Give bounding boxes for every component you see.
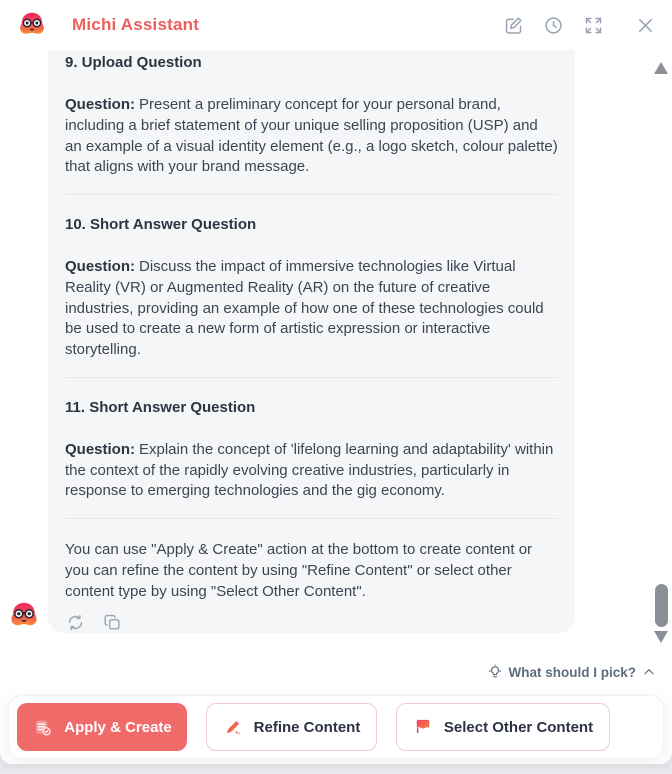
chat-area <box>0 50 672 690</box>
refine-content-label: Refine Content <box>253 718 361 736</box>
refine-content-button[interactable] <box>206 703 377 751</box>
assistant-title: Michi Assistant <box>72 15 200 34</box>
scroll-down-arrow[interactable] <box>654 631 668 643</box>
apply-create-label: Apply & Create <box>64 718 172 736</box>
section-divider <box>65 194 558 195</box>
question-label: Question: <box>65 258 135 276</box>
select-other-content-label: Select Other Content <box>443 718 594 736</box>
question-text: Discuss the impact of immersive technologies like Virtual Reality (VR) or Augmented Reality (AR) on the future of creative industries, providing an example of how one of these technologies could be used to create a new form of artistic expression or interactive storytelling. <box>65 258 544 359</box>
apply-create-icon <box>32 717 53 738</box>
header-bar <box>0 0 672 50</box>
question-text: Explain the concept of 'lifelong learning and adaptability' within the context of the rapidly evolving creative industries, particularly in response to emerging technologies and the gig economy. <box>65 440 554 500</box>
question-section <box>65 54 558 178</box>
select-other-content-button[interactable] <box>396 703 610 751</box>
action-bar <box>8 695 664 759</box>
question-body <box>65 95 558 178</box>
message-footer-text: You can use "Apply & Create" action at the bottom to create content or you can refine the content by using "Refine Content" or select other content type by using "Select Other Content". <box>65 541 533 600</box>
close-icon[interactable] <box>635 15 656 36</box>
question-text: Present a preliminary concept for your personal brand, including a brief statement of your unique selling proposition (USP) and an example of a visual identity element (e.g., a logo sketch, colour palette) that aligns with your brand message. <box>65 96 558 176</box>
flag-icon <box>413 717 433 737</box>
michi-avatar <box>7 601 41 632</box>
michi-logo-icon <box>16 11 48 40</box>
scrollbar-thumb[interactable] <box>655 584 668 627</box>
assistant-message-card <box>48 50 575 633</box>
question-heading: 11. Short Answer Question <box>65 398 256 416</box>
question-section <box>65 216 558 361</box>
question-heading: 9. Upload Question <box>65 54 202 71</box>
hint-toggle[interactable] <box>481 663 663 681</box>
bulb-icon <box>487 664 503 680</box>
history-icon[interactable] <box>543 15 564 36</box>
question-label: Question: <box>65 96 135 113</box>
compose-icon[interactable] <box>503 15 524 36</box>
hint-label: What should I pick? <box>508 664 636 680</box>
chevron-up-icon <box>642 665 656 679</box>
pen-icon <box>223 717 243 737</box>
question-body <box>65 257 558 361</box>
scroll-up-arrow[interactable] <box>654 62 668 74</box>
section-divider <box>65 377 558 378</box>
question-body <box>65 440 558 502</box>
question-label: Question: <box>65 440 135 458</box>
question-heading: 10. Short Answer Question <box>65 216 257 234</box>
refresh-icon[interactable] <box>65 612 85 632</box>
copy-icon[interactable] <box>102 612 122 632</box>
section-divider <box>65 518 558 519</box>
apply-create-button[interactable] <box>17 703 187 751</box>
message-actions <box>65 612 558 632</box>
question-section <box>65 399 558 502</box>
expand-icon[interactable] <box>583 15 604 36</box>
